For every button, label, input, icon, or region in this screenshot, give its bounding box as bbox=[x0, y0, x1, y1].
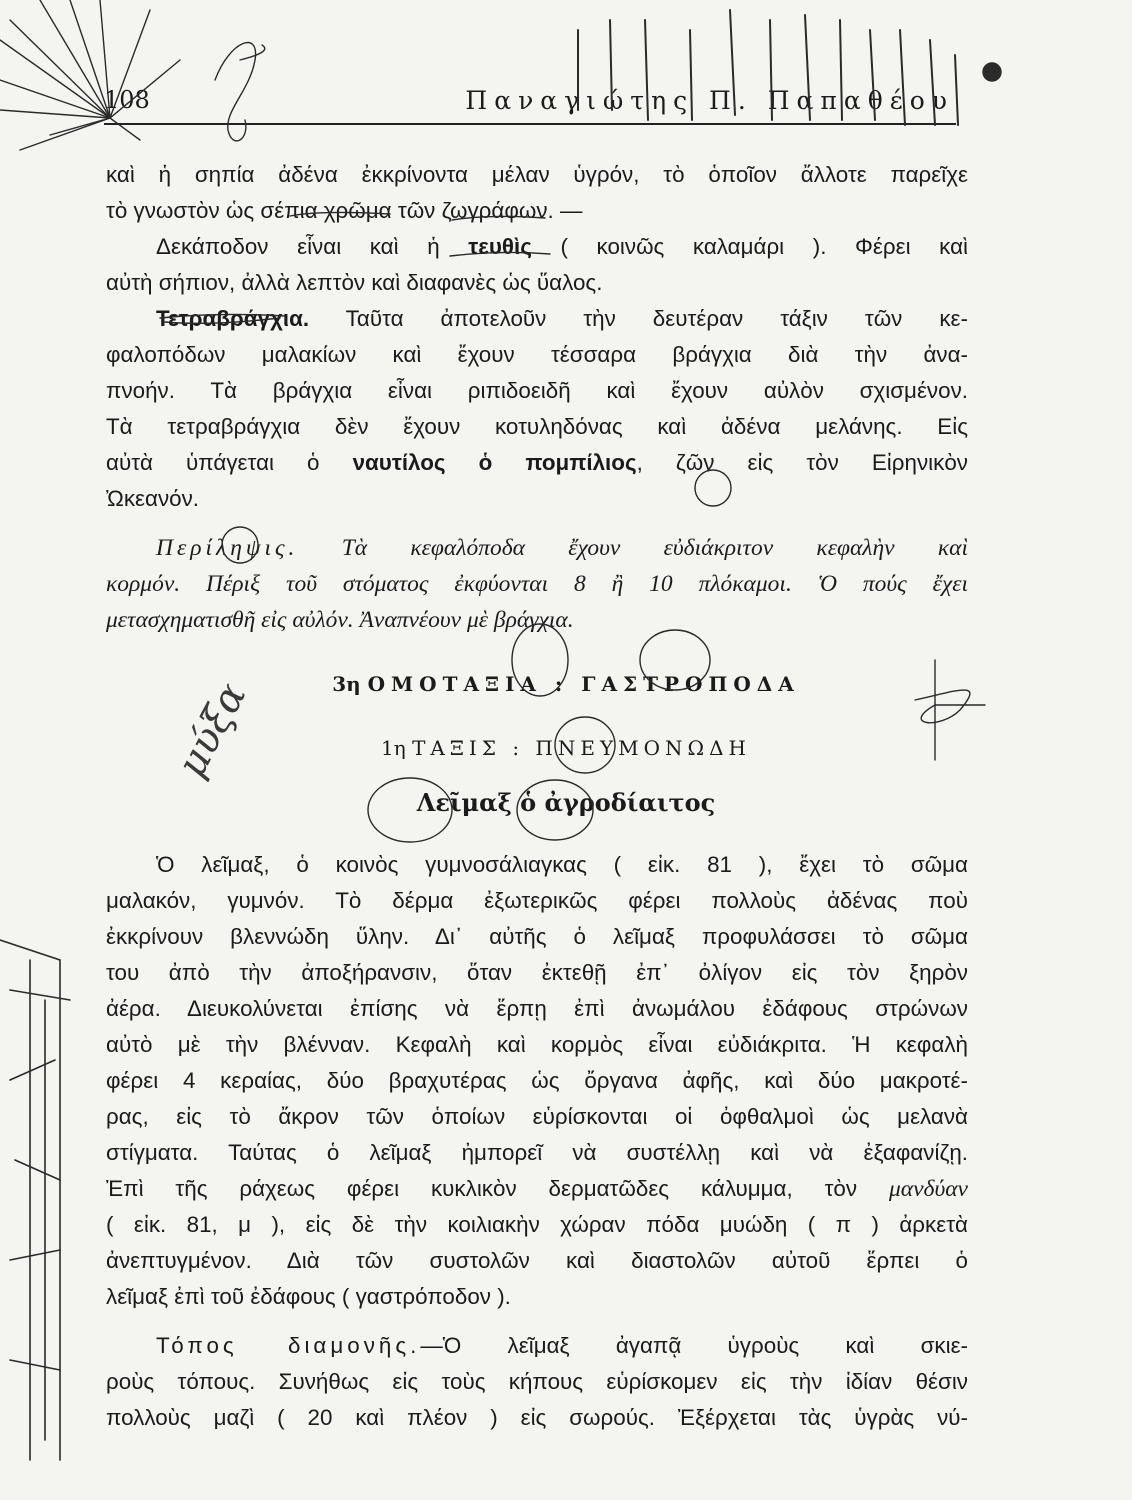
text-line: αὐτὴ σήπιον, ἀλλὰ λεπτὸν καὶ διαφανὲς ὡς ὕαλος. bbox=[106, 270, 603, 295]
starburst-scribble bbox=[0, 0, 180, 150]
text-line: Ὠκεανόν. bbox=[106, 486, 200, 511]
text-line bbox=[106, 229, 968, 266]
text-line bbox=[106, 301, 968, 338]
body-line: στίγματα. Ταύτας ὁ λεῖμαξ ἠμπορεῖ νὰ συστέλλῃ καὶ νὰ ἐξαφανίζῃ. bbox=[106, 1140, 968, 1165]
text-line: καὶ ἡ σηπία ἀδένα ἐκκρίνοντα μέλαν ὑγρόν, τὸ ὁποῖον ἄλλοτε παρεῖχε bbox=[106, 162, 968, 187]
body-line: Ὁ λεῖμαξ, ὁ κοινὸς γυμνοσάλιαγκας ( εἰκ. 81 ), ἔχει τὸ σῶμα bbox=[156, 852, 968, 877]
text-fragment: αὐτὰ ὑπάγεται ὁ bbox=[106, 450, 353, 475]
body-line: ρας, εἰς τὸ ἄκρον τῶν ὁποίων εὑρίσκονται οἱ ὀφθαλμοὶ ὡς μελανὰ bbox=[106, 1104, 968, 1129]
body-line: ( εἰκ. 81, μ ), εἰς δὲ τὴν κοιλιακὴν χώραν πόδα μυώδη ( π ) ἀρκετὰ bbox=[106, 1212, 968, 1237]
term-teuthis: τευθὶς bbox=[468, 234, 532, 259]
text-fragment: Ἐπὶ τῆς ράχεως φέρει κυκλικὸν δερματῶδες κάλυμμα, τὸν bbox=[106, 1176, 889, 1201]
body-line: λεῖμαξ ἐπὶ τοῦ ἐδάφους ( γαστρόποδον ). bbox=[106, 1284, 511, 1309]
body-line: ἀέρα. Διευκολύνεται ἐπίσης νὰ ἕρπῃ ἐπὶ ἀνωμάλου ἐδάφους στρώνων bbox=[106, 996, 968, 1021]
text-line: πνοήν. Τὰ βράγχια εἶναι ριπιδοειδῆ καὶ ἔχουν αὐλὸν σχισμένον. bbox=[106, 378, 968, 403]
habitat-line: ροὺς τόπους. Συνήθως εἰς τοὺς κήπους εὑρίσκομεν εἰς τὴν ἰδίαν θέσιν bbox=[106, 1369, 968, 1394]
term-mantle: μανδύαν bbox=[888, 1176, 968, 1202]
signature-scribble bbox=[215, 43, 265, 141]
class-heading bbox=[0, 672, 1132, 696]
habitat-label: Τόπος διαμονῆς. bbox=[156, 1333, 421, 1358]
summary-line: κορμόν. Πέριξ τοῦ στόματος ἐκφύονται 8 ἢ 10 πλόκαμοι. Ὁ πούς ἔχει bbox=[106, 571, 968, 597]
term-nautilus: ναυτίλος ὁ πομπίλιος bbox=[352, 450, 637, 475]
text-line: τὸ γνωστὸν ὡς σέπια χρῶμα τῶν ζωγράφων. — bbox=[106, 198, 583, 223]
body-line: ἐκκρίνουν βλεννώδη ὕλην. Δι᾽ αὐτῆς ὁ λεῖμαξ προφυλάσσει τὸ σῶμα bbox=[106, 924, 968, 949]
heading-prefix: 1η bbox=[380, 736, 413, 760]
heading-text: ΤΑΞΙΣ : ΠΝΕΥΜΟΝΩΔΗ bbox=[412, 736, 751, 760]
body-line: αὐτὸ μὲ τὴν βλένναν. Κεφαλὴ καὶ κορμὸς εἶναι εὐδιάκριτα. Ἡ κεφαλὴ bbox=[106, 1032, 968, 1057]
summary-line bbox=[106, 530, 968, 567]
order-heading bbox=[0, 736, 1132, 760]
body-line: του ἀπὸ τὴν ἀποξήρανσιν, ὅταν ἐκτεθῇ ἐπ᾽ ὀλίγον εἰς τὸν ξηρὸν bbox=[106, 960, 968, 985]
text-fragment: Ταῦτα ἀποτελοῦν τὴν δευτέραν τάξιν τῶν κε- bbox=[309, 306, 968, 331]
text-line: φαλοπόδων μαλακίων καὶ ἔχουν τέσσαρα βράγχια διὰ τὴν ἀνα- bbox=[106, 342, 968, 367]
header-rule bbox=[104, 123, 956, 125]
margin-handwriting: μύξα bbox=[168, 675, 256, 785]
text-fragment: —Ὁ λεῖμαξ ἀγαπᾷ ὑγροὺς καὶ σκιε- bbox=[420, 1333, 969, 1358]
text-line bbox=[106, 445, 968, 482]
body-line bbox=[106, 1171, 968, 1208]
text-fragment: , ζῶν εἰς τὸν Εἰρηνικὸν bbox=[636, 450, 968, 475]
habitat-line bbox=[106, 1328, 968, 1365]
running-header-title: Παναγιώτης Π. Παπαθέου bbox=[465, 86, 954, 115]
body-line: φέρει 4 κεραίας, δύο βραχυτέρας ὡς ὄργανα ἀφῆς, καὶ δύο μακροτέ- bbox=[106, 1068, 968, 1093]
text-line: Τὰ τετραβράγχια δὲν ἔχουν κοτυληδόνας καὶ ἀδένα μελάνης. Εἰς bbox=[106, 414, 968, 439]
page-number: 108 bbox=[104, 86, 150, 114]
summary-label: Περίληψις. bbox=[156, 535, 299, 561]
body-line: μαλακόν, γυμνόν. Τὸ δέρμα ἐξωτερικῶς φέρει πολλοὺς ἀδένας ποὺ bbox=[106, 888, 968, 913]
term-tetrabranchia: Τετραβράγχια. bbox=[156, 306, 310, 331]
species-heading: Λεῖμαξ ὁ ἀγροδίαιτος bbox=[416, 788, 716, 817]
body-line: ἀνεπτυγμένον. Διὰ τῶν συστολῶν καὶ διαστολῶν αὐτοῦ ἕρπει ὁ bbox=[106, 1248, 968, 1273]
text-fragment: Δεκάποδον εἶναι καὶ ἡ bbox=[156, 234, 469, 259]
text-fragment: ( κοινῶς καλαμάρι ). Φέρει καὶ bbox=[531, 234, 968, 259]
summary-line: μετασχηματισθῆ εἰς αὐλόν. Ἀναπνέουν μὲ βράγχια. bbox=[106, 607, 574, 633]
heading-prefix: 3η bbox=[332, 672, 368, 696]
heading-text: ΟΜΟΤΑΞΙΑ : ΓΑΣΤΡΟΠΟΔΑ bbox=[367, 672, 800, 696]
ink-blot bbox=[983, 63, 1001, 81]
habitat-line: πολλοὺς μαζὶ ( 20 καὶ πλέον ) εἰς σωρούς. Ἐξέρχεται τὰς ὑγρὰς νύ- bbox=[106, 1405, 968, 1430]
left-margin-drawing bbox=[0, 940, 70, 1460]
text-fragment: Τὰ κεφαλόποδα ἔχουν εὐδιάκριτον κεφαλὴν καὶ bbox=[298, 535, 968, 561]
